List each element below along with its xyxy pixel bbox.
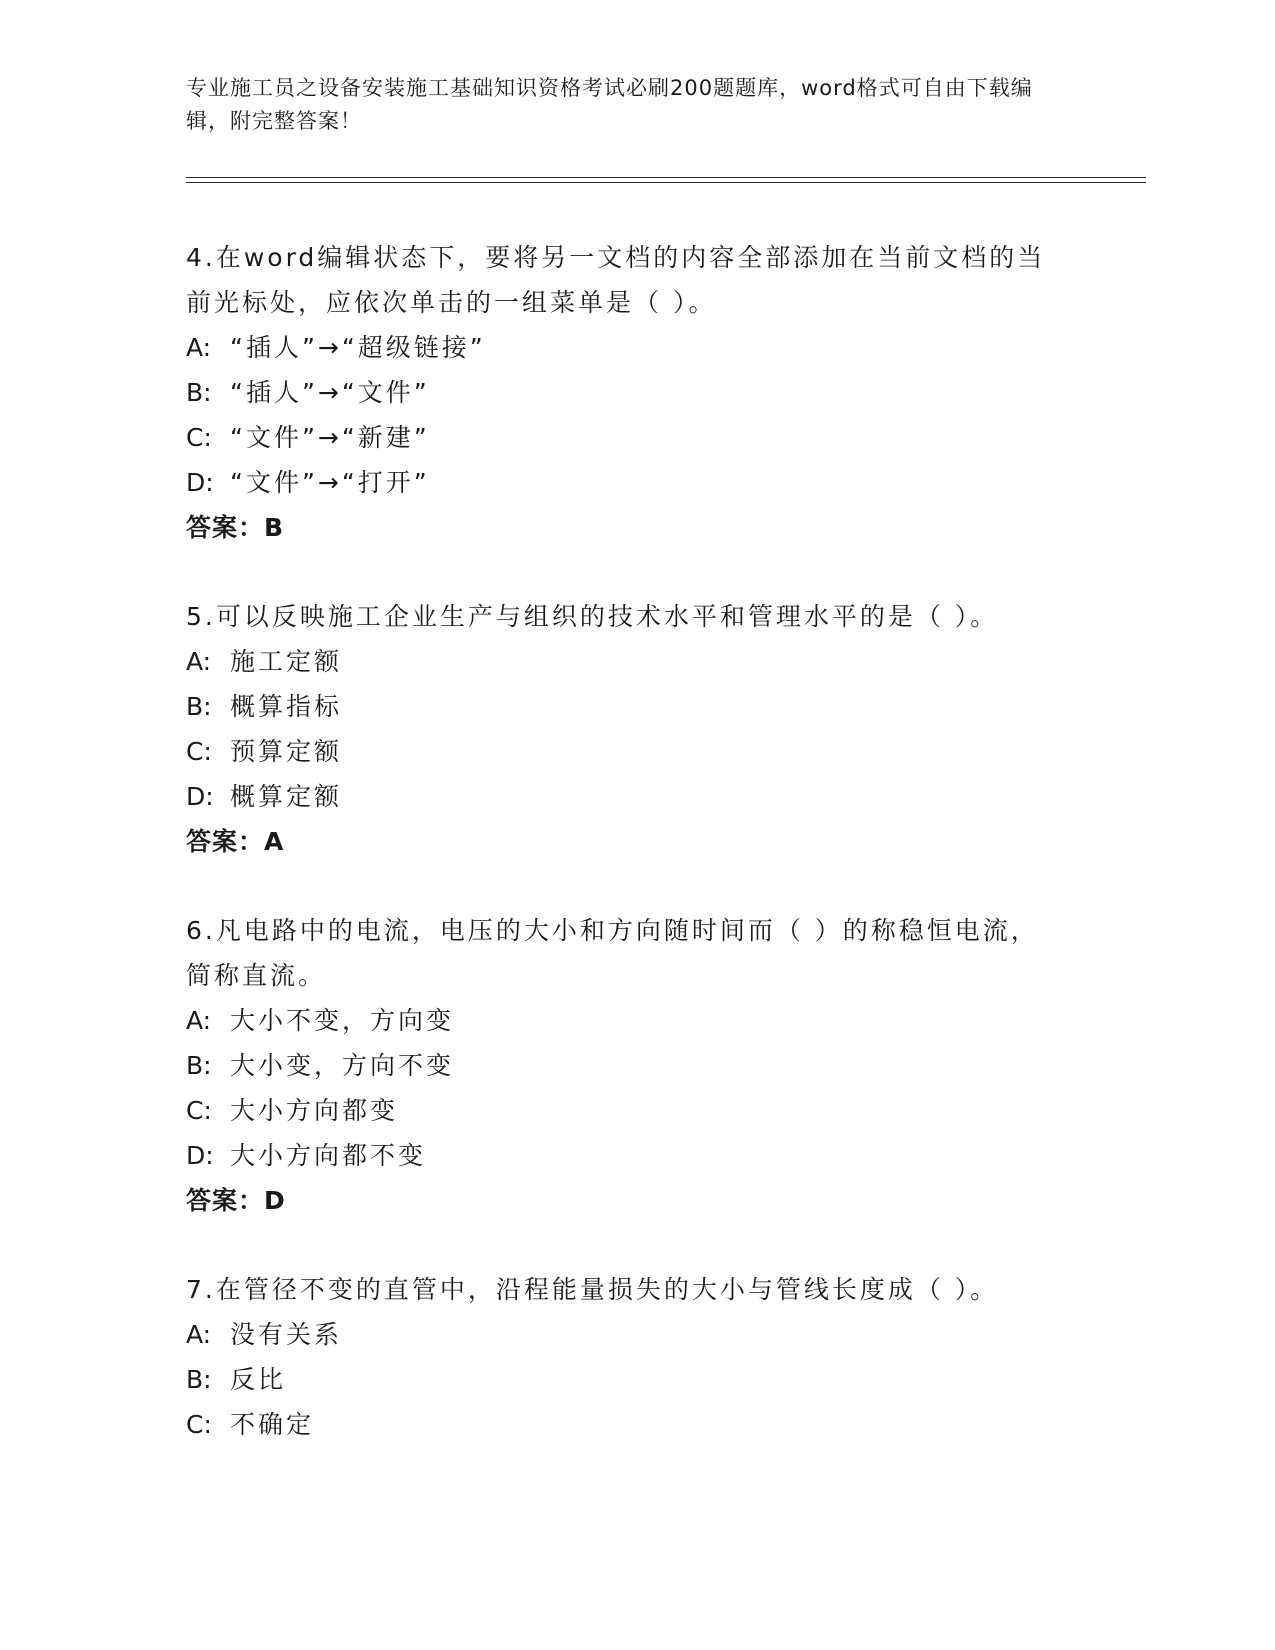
option-b [186,684,1086,729]
option-text: “文件”→“新建” [230,423,430,452]
option-c [186,1402,1086,1447]
answer-line: 答案：D [186,1186,286,1215]
option-text: 大小方向都不变 [230,1141,427,1170]
answer-line: 答案：A [186,827,285,856]
option-b [186,1357,1086,1402]
question-item [186,235,1086,550]
option-letter: C: [186,423,212,452]
option-d [186,774,1086,819]
option-b [186,1043,1086,1088]
question-stem: 7.在管径不变的直管中，沿程能量损失的大小与管线长度成（ ）。 [186,1275,999,1304]
option-letter: A: [186,1320,212,1349]
option-d [186,460,1086,505]
option-c [186,1088,1086,1133]
option-letter: D: [186,468,214,497]
option-c [186,415,1086,460]
option-text: 不确定 [230,1410,315,1439]
document-header: 专业施工员之设备安装施工基础知识资格考试必刷200题题库，word格式可自由下载编辑，附完整答案！ [186,76,1033,133]
option-a [186,998,1086,1043]
option-text: 反比 [230,1365,287,1394]
question-list [186,235,1086,1491]
header-divider-bottom [186,182,1146,183]
option-text: 概算指标 [230,692,343,721]
option-text: “文件”→“打开” [230,468,430,497]
question-stem: 6.凡电路中的电流，电压的大小和方向随时间而（ ）的称稳恒电流，简称直流。 [186,916,1039,990]
answer-line: 答案：B [186,513,285,542]
option-letter: B: [186,1365,212,1394]
option-letter: A: [186,333,212,362]
option-letter: D: [186,1141,214,1170]
option-text: “插人”→“文件” [230,378,430,407]
option-letter: A: [186,647,212,676]
header-divider-top [186,177,1146,178]
option-letter: C: [186,737,212,766]
option-a [186,325,1086,370]
question-stem: 5.可以反映施工企业生产与组织的技术水平和管理水平的是（ ）。 [186,602,999,631]
option-text: 概算定额 [230,782,343,811]
option-c [186,729,1086,774]
option-b [186,370,1086,415]
option-letter: A: [186,1006,212,1035]
question-item [186,594,1086,864]
option-text: 大小不变，方向变 [230,1006,455,1035]
option-a [186,639,1086,684]
option-d [186,1133,1086,1178]
option-text: “插人”→“超级链接” [230,333,486,362]
option-letter: C: [186,1096,212,1125]
option-letter: C: [186,1410,212,1439]
option-a [186,1312,1086,1357]
option-letter: B: [186,378,212,407]
option-text: 大小变，方向不变 [230,1051,455,1080]
option-text: 没有关系 [230,1320,343,1349]
option-text: 大小方向都变 [230,1096,399,1125]
option-letter: B: [186,1051,212,1080]
question-item [186,1267,1086,1447]
option-text: 预算定额 [230,737,343,766]
option-text: 施工定额 [230,647,343,676]
question-item [186,908,1086,1223]
option-letter: D: [186,782,214,811]
option-letter: B: [186,692,212,721]
question-stem: 4.在word编辑状态下，要将另一文档的内容全部添加在当前文档的当前光标处，应依次单击的一组菜单是（ ）。 [186,243,1046,317]
